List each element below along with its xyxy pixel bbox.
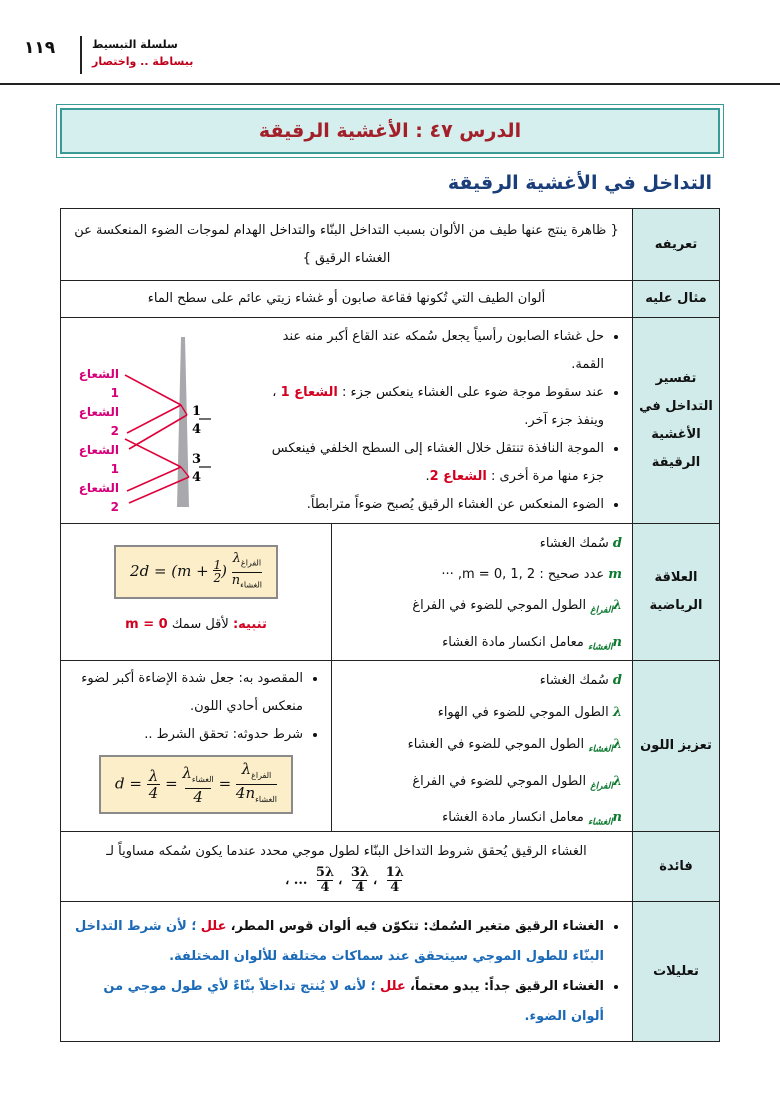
example-text: ألوان الطيف التي تُكونها فقاعة صابون أو غشاء زيتي عائم على سطح الماء — [61, 281, 633, 318]
sub-n: الغشاء — [587, 642, 613, 653]
ef-frac3 — [236, 761, 277, 808]
enh-txt-d: سُمك الغشاء — [539, 673, 609, 688]
enh-def-n — [342, 802, 622, 839]
header-rule — [0, 83, 780, 85]
ray-1-label: الشعاع 1 — [280, 384, 338, 400]
ray-2-label: الشعاع 2 — [429, 468, 487, 484]
r2-why: علل — [380, 978, 406, 994]
formula-half — [213, 559, 221, 585]
r2-text: الغشاء الرقيق جداً: يبدو معتماً، — [409, 978, 604, 994]
ef-l2: λ — [182, 763, 192, 782]
thin-film-diagram — [119, 331, 249, 511]
relation-formula-area — [61, 524, 332, 660]
benefit-tail: ، ... — [285, 873, 308, 888]
ef-4b: 4 — [185, 788, 211, 805]
fraction-1-num: 1 — [191, 403, 201, 419]
note-text: لأقل سمك — [171, 617, 229, 633]
summary-table — [60, 208, 720, 1042]
enh-sub-l3: الفراغ — [590, 781, 613, 792]
label-relation: العلاقة الرياضية — [633, 524, 720, 661]
ef-4a: 4 — [148, 784, 159, 802]
row-benefit — [61, 832, 720, 902]
fraction-2-num: 3 — [191, 451, 201, 467]
relation-definitions — [332, 524, 632, 660]
row-relation — [61, 524, 720, 661]
sub-lambda: الفراغ — [590, 605, 613, 616]
explanation-b2 — [249, 379, 604, 435]
page-header — [24, 34, 756, 80]
sym-m: m — [608, 567, 622, 582]
ef-l3: λ — [241, 760, 252, 778]
label-enhance: تعزيز اللون — [633, 661, 720, 832]
r1-answer: ؛ لأن شرط التداخل البنّاء للطول الموجي سيتحقق عند سماكات مختلفة للألوان المختلفة. — [75, 918, 604, 964]
series-title: سلسلة التبسيط — [92, 38, 178, 51]
enhance-list — [71, 665, 321, 749]
definition-text: { ظاهرة ينتج عنها طيف من الألوان بسبب التداخل البنّاء والتداخل الهدام لموجات الضوء المنعكسة عن الغشاء الرقيق } — [61, 209, 633, 281]
explanation-b3 — [249, 435, 604, 491]
label-example: مثال عليه — [633, 281, 720, 318]
frac-3l: 3λ — [350, 865, 369, 880]
row-enhance — [61, 661, 720, 832]
enhance-main — [61, 661, 332, 831]
enhance-formula — [99, 755, 293, 814]
series-subtitle: ببساطة .. واختصار — [92, 55, 194, 68]
formula-lhs: 2d = (m + — [130, 562, 214, 580]
enh-sub-l2: الغشاء — [588, 744, 613, 755]
enh-txt-l1: الطول الموجي للضوء في الهواء — [437, 705, 609, 720]
fraction-2-den: 4 — [191, 469, 201, 485]
ray-label-1b: الشعاع 1 — [78, 442, 119, 476]
ef-eq1: = — [165, 774, 183, 793]
ratio-lambda: λ — [232, 550, 241, 566]
enh-sym-d: d — [612, 673, 622, 688]
txt-n: معامل انكسار مادة الغشاء — [442, 634, 584, 650]
rel-def-lambda — [342, 590, 622, 627]
enhance-definitions — [332, 661, 632, 831]
enhance-b1: • المقصود به: جعل شدة الإضاءة أكبر لضوء منعكس أحادي اللون. — [71, 665, 303, 721]
series-title-block — [92, 36, 193, 70]
ray-labels — [71, 365, 119, 517]
relation-note — [125, 611, 267, 639]
b3-text: الموجة النافذة تنتقل خلال الغشاء إلى السطح الخلفي فينعكس جزء منها مرة أخرى : — [271, 440, 604, 484]
frac-1l: 1λ — [385, 865, 404, 880]
enh-txt-l3: الطول الموجي للضوء في الفراغ — [412, 773, 587, 789]
ef-frac2 — [182, 765, 213, 805]
r1-text: الغشاء الرقيق متغير السُمك: تتكوّن فيه ألوان قوس المطر، — [230, 918, 604, 934]
ratio-n-sub: الغشاء — [240, 580, 262, 590]
note-condition: m = 0 — [125, 617, 168, 633]
reasoning-b1 — [71, 912, 604, 972]
b3-tail: . — [425, 468, 430, 484]
ray-label-2b: الشعاع 2 — [78, 480, 119, 514]
page-number: ١١٩ — [24, 38, 56, 58]
rel-def-m — [342, 559, 622, 590]
r2-answer: ؛ لأنه لا يُنتج تداخلاً بنّاءً لأي طول موجي من ألوان الضوء. — [103, 978, 604, 1024]
ef-sub-film: الغشاء — [191, 774, 214, 784]
enh-def-lambda-film — [342, 729, 622, 766]
enh-txt-n: معامل انكسار مادة الغشاء — [442, 810, 584, 826]
ef-4n: 4n — [235, 784, 256, 802]
enh-sym-n: n — [612, 810, 622, 826]
label-explanation: تفسير التداخل في الأغشية الرقيقة — [633, 318, 720, 524]
constructive-formula: $2d = (m + \frac{1}{2})$ $\lambda_{الفراغ}$ $n_{الغشاء}$ — [114, 545, 278, 599]
ef-sub-film2: الغشاء — [255, 795, 277, 804]
ratio-n: n — [231, 572, 241, 588]
reasoning-b2 — [71, 972, 604, 1032]
ray-label-1a: الشعاع 1 — [78, 366, 119, 400]
ratio-lambda-sub: الفراغ — [240, 558, 262, 568]
enh-sub-n: الغشاء — [587, 817, 613, 828]
enh-txt-l2: الطول الموجي للضوء في الغشاء — [407, 737, 585, 752]
row-example — [61, 281, 720, 318]
incident-ray-1 — [125, 375, 181, 405]
enhance-b2: • شرط حدوثه: تحقق الشرط .. — [71, 721, 303, 749]
reflected-ray-2a — [127, 467, 181, 491]
enh-sym-l2: λ — [612, 737, 622, 752]
frac-5l: 5λ — [315, 865, 335, 880]
ef-sub-vac: الفراغ — [251, 771, 272, 780]
reasoning-list — [71, 912, 622, 1032]
txt-d: سُمك الغشاء — [539, 536, 609, 551]
enh-sym-l1: λ — [612, 705, 622, 720]
half-num: 1 — [213, 558, 222, 572]
enh-def-d — [342, 665, 622, 697]
section-title: التداخل في الأغشية الرقيقة — [447, 172, 712, 194]
ray-label-2a: الشعاع 2 — [78, 404, 119, 438]
frac-3l-den: 4 — [352, 880, 367, 895]
frac-5l-den: 4 — [317, 880, 332, 895]
incident-ray-2 — [125, 439, 181, 467]
half-den: 2 — [213, 571, 222, 585]
row-definition — [61, 209, 720, 281]
ef-l1: λ — [148, 767, 159, 785]
formula-ratio — [232, 551, 262, 593]
txt-m: عدد صحيح : m = 0, 1, 2, ··· — [441, 567, 605, 582]
frac-1l-den: 4 — [387, 880, 402, 895]
row-reasoning — [61, 902, 720, 1042]
header-divider — [80, 36, 82, 74]
ef-eq2: = — [218, 774, 236, 793]
benefit-line1: الغشاء الرقيق يُحقق شروط التداخل البنّاء لطول موجي محدد عندما يكون سُمكه مساوياً لـ — [106, 844, 587, 859]
txt-lambda: الطول الموجي للضوء في الفراغ — [412, 598, 587, 613]
rel-def-d — [342, 528, 622, 559]
explanation-b4: • الضوء المنعكس عن الغشاء الرقيق يُصبح ضوءاً مترابطاً. — [249, 491, 604, 519]
enh-def-lambda-vac — [342, 766, 622, 803]
sym-d: d — [612, 536, 622, 551]
b2-text: عند سقوط موجة ضوء على الغشاء ينعكس جزء : — [342, 384, 604, 400]
explanation-b1: • حل غشاء الصابون رأسياً يجعل سُمكه عند القاع أكبر منه عند القمة. — [249, 323, 604, 379]
sym-lambda: λ — [612, 598, 622, 613]
r1-why: علل — [200, 918, 227, 934]
fraction-1-den: 4 — [191, 421, 201, 437]
b2-tail: ، وينفذ جزء آخر. — [272, 384, 604, 428]
lesson-title: الدرس ٤٧ : الأغشية الرقيقة — [60, 108, 720, 154]
benefit-fractions: ، ... $\frac{5\lambda}{4}$ ، $\frac{3\lambda}{4}$ ، $\frac{1\lambda}{4}$ — [285, 865, 404, 895]
enh-def-lambda-air — [342, 697, 622, 729]
label-definition: تعريفه — [633, 209, 720, 281]
reflected-ray-1a — [127, 405, 181, 433]
label-reasoning: تعليلات — [633, 902, 720, 1042]
explanation-list — [249, 323, 622, 519]
label-benefit: فائدة — [633, 832, 720, 902]
reflected-ray-1b — [129, 415, 187, 449]
note-label: تنبيه: — [232, 617, 267, 633]
sym-n: n — [612, 634, 622, 650]
ef-d: d = — [115, 774, 147, 793]
row-explanation — [61, 318, 720, 524]
enh-sym-l3: λ — [612, 773, 622, 789]
ef-frac1 — [147, 768, 161, 801]
rel-def-n — [342, 627, 622, 664]
